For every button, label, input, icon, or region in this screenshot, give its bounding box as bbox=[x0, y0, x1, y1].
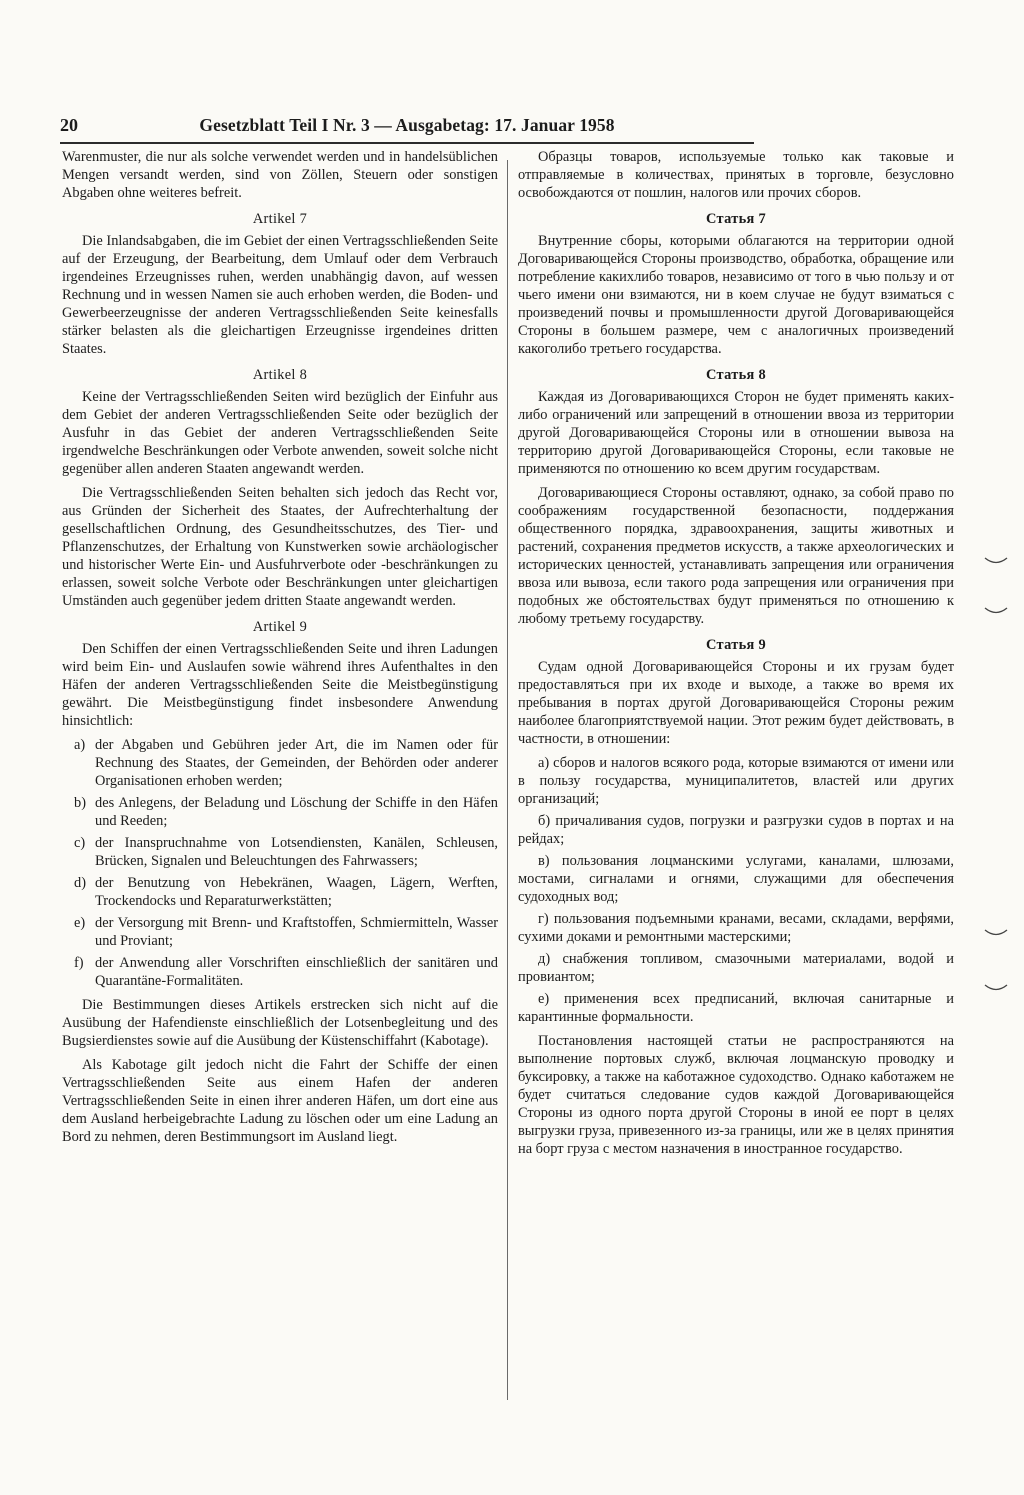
list-item bbox=[62, 794, 498, 830]
list-item-text: der Inanspruchnahme von Lotsendiensten, Kanälen, Schleusen, Brücken, Signalen und Beleuchtungen des Fahrwassers; bbox=[95, 835, 498, 869]
list-marker: d) bbox=[74, 875, 86, 891]
russian-art9-title: Статья 9 bbox=[706, 637, 766, 653]
list-item bbox=[62, 736, 498, 790]
list-marker: c) bbox=[74, 835, 86, 851]
list-item-text: der Anwendung aller Vorschriften einschließlich der sanitären und Quarantäne-Formalitäten. bbox=[95, 955, 498, 989]
german-art7-title: Artikel 7 bbox=[252, 211, 308, 227]
russian-art9-list bbox=[518, 754, 954, 1026]
german-art8-p1: Keine der Vertragsschließenden Seiten wird bezüglich der Einfuhr aus dem Gebiet der anderen Vertragsschließenden Seite oder bezüglich der Ausfuhr in das Gebiet der anderen Vertragsschließenden Seite irgendwelche Beschränkungen oder Verbote anwenden, soweit solche nicht gegenüber allen anderen Staaten angewandt werden. bbox=[62, 389, 498, 477]
list-item-text: des Anlegens, der Beladung und Löschung der Schiffe in den Häfen und Reeden; bbox=[95, 795, 498, 829]
german-art7-text: Die Inlandsabgaben, die im Gebiet der einen Vertragsschließenden Seite auf der Erzeugung, der Bearbeitung, dem Umlauf oder dem Verbrauch irgendeines Erzeugnisses ruhen, werden unabhängig davon, auf wessen Rechnung und in wessen Namen sie auch erhoben werden, die Boden- und Gewerbeerzeugnisse der anderen Vertragsschließenden Seite keinesfalls stärker belasten als die gleichartigen Erzeugnisse irgendeines dritten Staates. bbox=[62, 233, 498, 357]
running-head: Gesetzblatt Teil I Nr. 3 — Ausgabetag: 17. Januar 1958 bbox=[199, 115, 615, 135]
margin-mark-icon bbox=[984, 983, 1008, 993]
russian-art8-p2: Договаривающиеся Стороны оставляют, однако, за собой право по соображениям государственной безопасности, поддержания общественного порядка, здравоохранения, защиты животных и растений, сохранения предметов искусств, а также археологических и исторических ценностей, устанавливать запрещения или ограничения ввоза или вывоза, если такого рода запрещения или ограничения при подобных же обстоятельствах будут применяться по отношению к любому третьему государству. bbox=[518, 485, 954, 627]
list-item: а) сборов и налогов всякого рода, которые взимаются от имени или в пользу государства, муниципалитетов, властей или других организаций; bbox=[518, 755, 954, 807]
russian-art8-title: Статья 8 bbox=[706, 367, 766, 383]
list-item: д) снабжения топливом, смазочными материалами, водой и провиантом; bbox=[518, 951, 954, 985]
list-item-text: der Abgaben und Gebühren jeder Art, die im Namen oder für Rechnung des Staates, der Gemeinden, der Behörden oder anderer Organisationen erhoben werden; bbox=[95, 737, 498, 789]
list-marker: a) bbox=[74, 737, 86, 753]
german-art9-list bbox=[62, 736, 498, 990]
list-item: б) причаливания судов, погрузки и разгрузки судов в портах и на рейдах; bbox=[518, 813, 954, 847]
margin-mark-icon bbox=[984, 928, 1008, 938]
list-item bbox=[62, 914, 498, 950]
list-item: г) пользования подъемными кранами, весами, складами, верфями, сухими доками и ремонтными мастерскими; bbox=[518, 911, 954, 945]
list-marker: b) bbox=[74, 795, 86, 811]
column-divider bbox=[507, 160, 508, 1400]
list-marker: e) bbox=[74, 915, 86, 931]
page-header bbox=[60, 111, 754, 141]
russian-intro: Образцы товаров, используемые только как таковые и отправляемые в количествах, принятых в торговле, безусловно освобождаются от пошлин, налогов или прочих сборов. bbox=[518, 149, 954, 201]
russian-art8-p1: Каждая из Договаривающихся Сторон не будет применять каких-либо ограничений или запрещений в отношении ввоза из территории другой Договаривающейся Стороны или в отношении вывоза на территорию другой Договаривающейся Стороны, если таковые не применяются по отношению ко всем другим государствам. bbox=[518, 389, 954, 477]
list-marker: f) bbox=[74, 955, 84, 971]
list-item-text: der Versorgung mit Brenn- und Kraftstoffen, Schmiermitteln, Wasser und Proviant; bbox=[95, 915, 498, 949]
page-number: 20 bbox=[60, 115, 78, 135]
russian-column bbox=[518, 148, 954, 1164]
margin-mark-icon bbox=[984, 556, 1008, 566]
margin-mark-icon bbox=[984, 606, 1008, 616]
german-art9-p2: Die Bestimmungen dieses Artikels erstrecken sich nicht auf die Ausübung der Hafendienste einschließlich der Lotsenbegleitung und des Bugsierdienstes sowie auf die Ausübung der Küstenschiffahrt (Kabotage). bbox=[62, 997, 498, 1049]
list-item bbox=[62, 834, 498, 870]
russian-art9-p2: Постановления настоящей статьи не распространяются на выполнение портовых служб, включая лоцманскую проводку и буксировку, а также на каботажное судоходство. Однако каботажем не будет считаться следование судов каждой Договаривающейся Стороны из одного порта другой Стороны в иной ее порт в целях выгрузки груза, привезенного из-за границы, или же в целях принятия на борт груза с местом назначения в иностранное государство. bbox=[518, 1033, 954, 1157]
list-item bbox=[62, 874, 498, 910]
russian-art9-p1: Судам одной Договаривающейся Стороны и их грузам будет предоставляться при их входе и выходе, а также во время их пребывания в портах другой Договаривающейся Стороны режим наиболее благоприятствуемой нации. Этот режим будет действовать, в частности, в отношении: bbox=[518, 659, 954, 747]
russian-art7-text: Внутренние сборы, которыми облагаются на территории одной Договаривающейся Стороны производство, обработка, обращение или потребление какихлибо товаров, независимо от того в чью пользу и от чьего имени они взимаются, ни в коем случае не будут взиматься с произведений почвы и промышленности другой Договаривающейся Стороны в большем размере, чем с аналогичных произведений какоголибо третьего государства. bbox=[518, 233, 954, 357]
german-art9-p1: Den Schiffen der einen Vertragsschließenden Seite und ihren Ladungen wird beim Ein- und Auslaufen sowie während ihres Aufenthaltes in den Häfen der anderen Vertragsschließenden Seite die Meistbegünstigung gewährt. Die Meistbegünstigung findet insbesondere Anwendung hinsichtlich: bbox=[62, 641, 498, 729]
german-intro: Warenmuster, die nur als solche verwendet werden und in handelsüblichen Mengen versandt werden, sind von Zöllen, Steuern oder sonstigen Abgaben ohne weiteres befreit. bbox=[62, 149, 498, 201]
german-column bbox=[62, 148, 498, 1152]
russian-art7-title: Статья 7 bbox=[706, 211, 766, 227]
list-item: в) пользования лоцманскими услугами, каналами, шлюзами, мостами, сигналами и огнями, служащими для обеспечения судоходных вод; bbox=[518, 853, 954, 905]
german-art8-p2: Die Vertragsschließenden Seiten behalten sich jedoch das Recht vor, aus Gründen der Sicherheit des Staates, der Aufrechterhaltung der gesellschaftlichen Ordnung, des Gesundheitsschutzes, des Tier- und Pflanzenschutzes, der Erhaltung von Kunstwerken sowie archäologischer und historischer Werte Ein- und Ausfuhrverbote oder -beschränkungen zu erlassen, soweit solche Verbote oder Beschränkungen unter gleichartigen Umständen auch gegenüber jedem dritten Staate angewandt werden. bbox=[62, 485, 498, 609]
header-rule bbox=[60, 142, 754, 144]
german-art9-title: Artikel 9 bbox=[252, 619, 308, 635]
list-item bbox=[62, 954, 498, 990]
german-art8-title: Artikel 8 bbox=[252, 367, 308, 383]
german-art9-p3: Als Kabotage gilt jedoch nicht die Fahrt der Schiffe der einen Vertragsschließenden Seite aus einem Hafen der anderen Vertragsschließenden Seite in einen ihrer anderen Häfen, um dort eine aus dem Ausland herbeigebrachte Ladung zu löschen oder um eine Ladung an Bord zu nehmen, deren Bestimmungsort im Ausland liegt. bbox=[62, 1057, 498, 1145]
list-item: е) применения всех предписаний, включая санитарные и карантинные формальности. bbox=[518, 991, 954, 1025]
list-item-text: der Benutzung von Hebekränen, Waagen, Lägern, Werften, Trockendocks und Reparaturwerkstätten; bbox=[95, 875, 498, 909]
